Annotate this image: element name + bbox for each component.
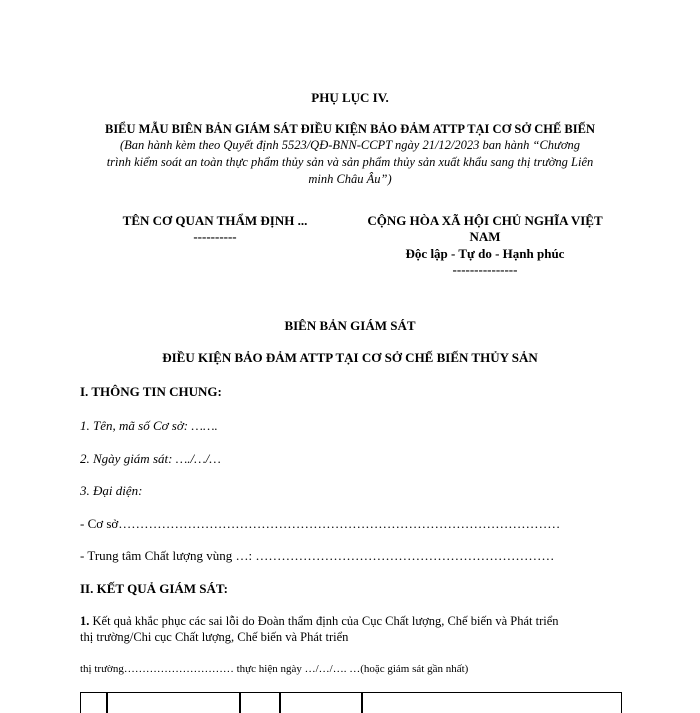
appendix-label: PHỤ LỤC IV. xyxy=(311,90,389,105)
issuance-note-line-2: trình kiểm soát an toàn thực phẩm thủy sản và sản phẩm thủy sản xuất khẩu sang thị trường Liên xyxy=(106,155,594,169)
republic-underline: --------------- xyxy=(452,262,518,277)
section-2-heading: II. KẾT QUẢ GIÁM SÁT: xyxy=(80,581,228,596)
result-item-1-line-2: thị trường/Chi cục Chất lượng, Chế biến và Phát triển xyxy=(80,630,349,644)
document-subtitle: ĐIỀU KIỆN BẢO ĐẢM ATTP TẠI CƠ SỞ CHẾ BIẾN THỦY SẢN xyxy=(162,350,538,365)
inspection-date-field: 2. Ngày giám sát: …./…/… xyxy=(80,451,221,466)
document-title: BIÊN BẢN GIÁM SÁT xyxy=(284,318,416,333)
market-implementation-line: thị trường………………………… thực hiện ngày …/…/…. …(hoặc giám sát gần nhất) xyxy=(80,663,469,675)
result-item-1-line-1 xyxy=(80,614,559,629)
result-item-1-number: 1. xyxy=(80,614,90,628)
issuance-note-line-3: minh Châu Âu”) xyxy=(308,172,392,186)
republic-line-2: NAM xyxy=(469,229,501,244)
table-column-divider xyxy=(361,693,363,713)
representative-label: 3. Đại diện: xyxy=(80,483,143,498)
quality-center-line: - Trung tâm Chất lượng vùng …: …………………………………………………………… xyxy=(80,548,555,563)
result-item-1-text: Kết quả khắc phục các sai lỗi do Đoàn thẩm định của Cục Chất lượng, Chế biến và Phát triển xyxy=(89,614,559,628)
facility-name-field: 1. Tên, mã số Cơ sở: ……. xyxy=(80,418,218,433)
authority-underline: ---------- xyxy=(193,229,237,244)
table-column-divider xyxy=(106,693,108,713)
republic-motto: Độc lập - Tự do - Hạnh phúc xyxy=(405,246,565,261)
republic-line-1: CỘNG HÒA XÃ HỘI CHỦ NGHĨA VIỆT xyxy=(367,213,603,228)
issuance-note-line-1: (Ban hành kèm theo Quyết định 5523/QĐ-BNN-CCPT ngày 21/12/2023 ban hành “Chương xyxy=(119,138,581,152)
section-1-heading: I. THÔNG TIN CHUNG: xyxy=(80,384,222,399)
form-title: BIỂU MẪU BIÊN BẢN GIÁM SÁT ĐIỀU KIỆN BẢO ĐẢM ATTP TẠI CƠ SỞ CHẾ BIẾN xyxy=(104,122,595,136)
facility-representative-line: - Cơ sở………………………………………………………………………………………… xyxy=(80,516,561,531)
authority-name: TÊN CƠ QUAN THẨM ĐỊNH ... xyxy=(122,213,308,228)
table-column-divider xyxy=(279,693,281,713)
results-table-top xyxy=(80,692,622,713)
table-column-divider xyxy=(239,693,241,713)
